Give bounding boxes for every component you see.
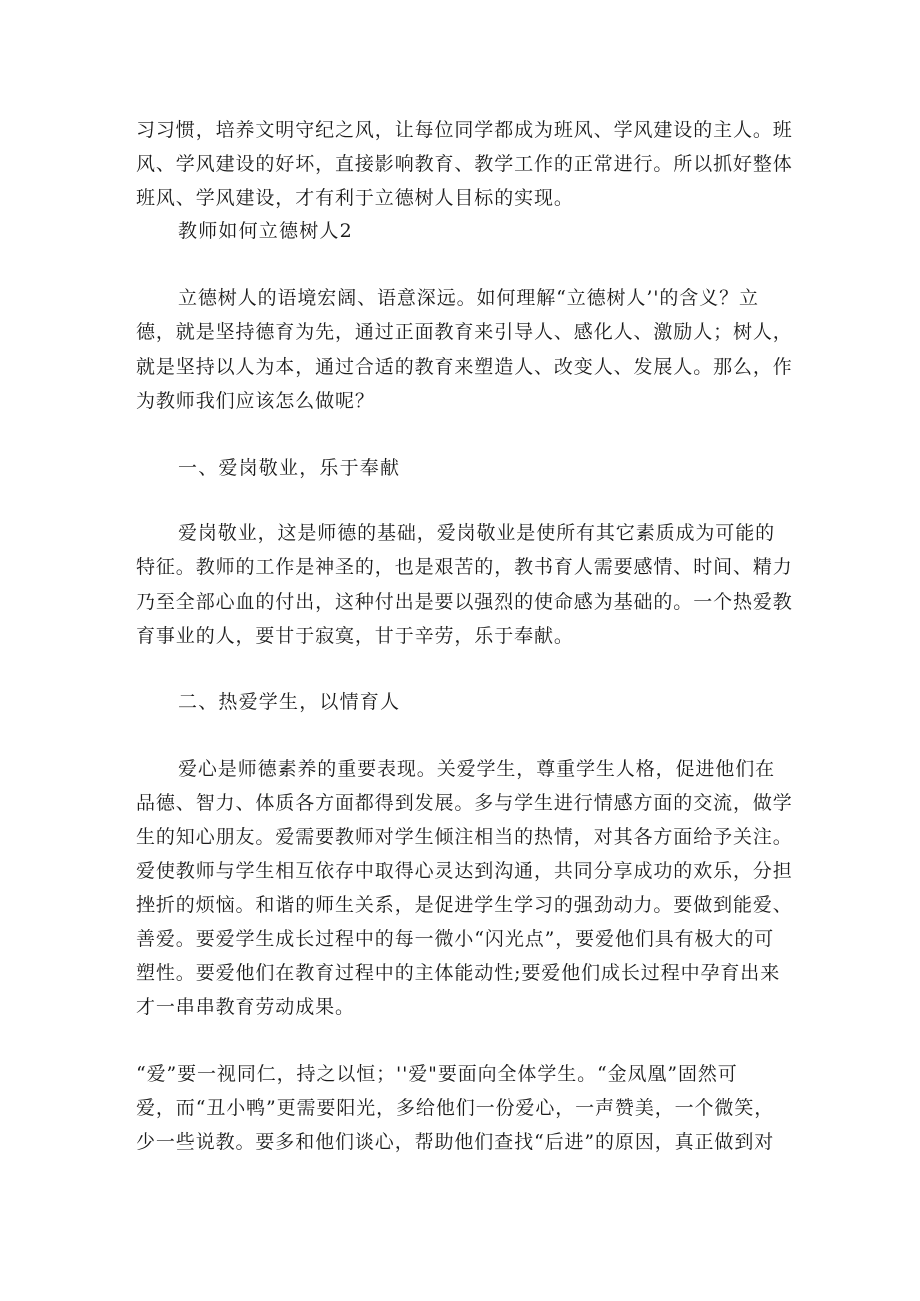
paragraph-line: 少一些说教。要多和他们谈心，帮助他们查找“后进”的原因，真正做到对 xyxy=(136,1131,775,1153)
section-title: 教师如何立德树人2 xyxy=(178,220,353,242)
subheading: 二、热爱学生，以情育人 xyxy=(178,691,401,713)
paragraph-line: 才一串串教育劳动成果。 xyxy=(136,996,355,1018)
paragraph-line: 班风、学风建设，才有利于立德树人目标的实现。 xyxy=(136,187,574,209)
paragraph-line: 爱，而“丑小鸭”更需要阳光，多给他们一份爱心，一声赞美，一个微笑， xyxy=(136,1097,775,1119)
paragraph-line: 善爱。要爱学生成长过程中的每一微小“闪光点”，要爱他们具有极大的可 xyxy=(136,928,775,950)
paragraph-line: 品德、智力、体质各方面都得到发展。多与学生进行情感方面的交流，做学 xyxy=(136,792,793,814)
paragraph-line: 乃至全部心血的付出，这种付出是要以强烈的使命感为基础的。一个热爱教 xyxy=(136,591,793,613)
paragraph-line: 风、学风建设的好坏，直接影响教育、教学工作的正常进行。所以抓好整体 xyxy=(136,153,793,175)
paragraph-line: 爱使教师与学生相互依存中取得心灵达到沟通，共同分享成功的欢乐，分担 xyxy=(136,860,793,882)
paragraph-line: 就是坚持以人为本，通过合适的教育来塑造人、改变人、发展人。那么，作 xyxy=(136,356,793,378)
paragraph-line: 爱心是师德素养的重要表现。关爱学生，尊重学生人格，促进他们在 xyxy=(178,758,776,780)
paragraph-line: 为教师我们应该怎么做呢？ xyxy=(136,390,375,412)
paragraph-line: 爱岗敬业，这是师德的基础，爱岗敬业是使所有其它素质成为可能的 xyxy=(178,522,776,544)
paragraph-line: 特征。教师的工作是神圣的，也是艰苦的，教书育人需要感情、时间、精力 xyxy=(136,556,793,578)
paragraph-line: 习习惯，培养文明守纪之风，让每位同学都成为班风、学风建设的主人。班 xyxy=(136,119,793,141)
paragraph-line: 育事业的人，要甘于寂寞，甘于辛劳，乐于奉献。 xyxy=(136,625,574,647)
paragraph-line: 立德树人的语境宏阔、语意深远。如何理解“立德树人’'的含义？立 xyxy=(178,287,759,309)
paragraph-line: 生的知心朋友。爱需要教师对学生倾注相当的热情，对其各方面给予关注。 xyxy=(136,826,793,848)
paragraph-line: 德，就是坚持德育为先，通过正面教育来引导人、感化人、激励人；树人， xyxy=(136,321,793,343)
paragraph-line: 塑性。要爱他们在教育过程中的主体能动性;要爱他们成长过程中孕育出来 xyxy=(136,962,781,984)
paragraph-line: “爱”要一视同仁，持之以恒；''爱"要面向全体学生。“金凤凰”固然可 xyxy=(136,1063,738,1085)
paragraph-line: 挫折的烦恼。和谐的师生关系，是促进学生学习的强劲动力。要做到能爱、 xyxy=(136,894,793,916)
subheading: 一、爱岗敬业，乐于奉献 xyxy=(178,457,401,479)
